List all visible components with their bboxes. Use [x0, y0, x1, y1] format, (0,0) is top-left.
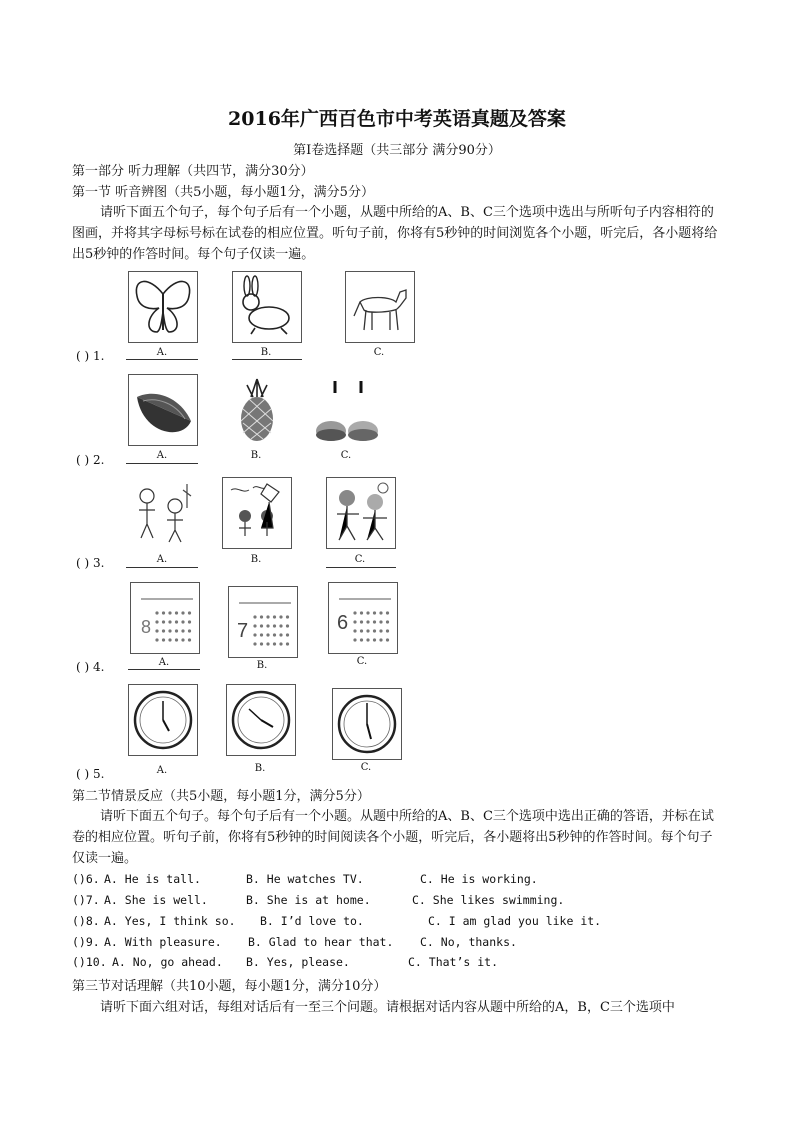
calendar-day-dot [373, 638, 376, 641]
option-c: C. He is working. [420, 872, 538, 886]
calendar-day-dot [386, 611, 389, 614]
calendar-day-dot [360, 629, 363, 632]
calendar-day-dot [273, 624, 276, 627]
children-kite-icon [222, 477, 292, 549]
calendar-day-dot [379, 638, 382, 641]
calendar-day-dot [373, 611, 376, 614]
option-label: C. [354, 554, 366, 565]
clock-icon [332, 688, 402, 760]
calendar-day-dot [386, 629, 389, 632]
question-number: ()7. [72, 893, 100, 907]
answer-line [126, 359, 198, 360]
option-label: C. [373, 347, 385, 358]
calendar-day-dot [260, 642, 263, 645]
calendar-day-dot [379, 629, 382, 632]
watermelon-icon [128, 374, 198, 446]
calendar-day-dot [155, 638, 158, 641]
question-number: ( ) 2. [76, 453, 105, 467]
option-label: A. [156, 347, 168, 358]
calendar-day-dot [168, 638, 171, 641]
part-heading: 第一部分 听力理解（共四节，满分30分） [72, 164, 314, 179]
answer-line [326, 567, 396, 568]
children-playing-icon [326, 477, 396, 549]
calendar-day-dot [360, 620, 363, 623]
butterfly-icon [128, 271, 198, 343]
calendar-day-dot [273, 633, 276, 636]
calendar-day-dot [260, 633, 263, 636]
calendar-day-dot [260, 615, 263, 618]
calendar-day-dot [181, 629, 184, 632]
section1-instruction: 请听下面五个句子，每个句子后有一个小题，从题中所给的A、B、C三个选项中选出与所听句子内容相符的图画，并将其字母标号标在试卷的相应位置。听句子前，你将有5秒钟的时间浏览各个小题，听完后，各小题将给出5秒钟的作答时间。每个句子仅读一遍。 [72, 205, 718, 262]
calendar-day-dot [168, 611, 171, 614]
calendar-day-dot [155, 611, 158, 614]
option-a: A. Yes, I think so. [104, 914, 236, 928]
section3-heading: 第三节对话理解（共10小题，每小题1分，满分10分） [72, 979, 387, 994]
calendar-day-dot [162, 638, 165, 641]
calendar-day-dot [353, 611, 356, 614]
question-number: ()10. [72, 955, 107, 969]
calendar-day-dot [168, 629, 171, 632]
calendar-day-dot [162, 611, 165, 614]
section2-heading: 第二节情景反应（共5小题，每小题1分，满分5分） [72, 789, 370, 804]
calendar-day-dot [286, 615, 289, 618]
option-label: B. [260, 347, 272, 358]
calendar-day-dot [366, 629, 369, 632]
rabbit-icon [232, 271, 302, 343]
calendar-day-dot [386, 620, 389, 623]
answer-line [232, 359, 302, 360]
option-label: A. [156, 554, 168, 565]
calendar-day-dot [188, 611, 191, 614]
option-c: C. That’s it. [408, 955, 499, 969]
option-b: B. I’d love to. [260, 914, 364, 928]
calendar-day-dot [366, 611, 369, 614]
calendar-day-dot [162, 620, 165, 623]
calendar-day-dot [253, 624, 256, 627]
calendar-day-dot [175, 611, 178, 614]
calendar-day-dot [188, 620, 191, 623]
calendar-day-dot [175, 620, 178, 623]
option-label: A. [156, 450, 168, 461]
section1-heading: 第一节 听音辨图（共5小题，每小题1分，满分5分） [72, 185, 374, 200]
calendar-day-dot [366, 620, 369, 623]
calendar-day-dot [266, 615, 269, 618]
option-label: C. [356, 656, 368, 667]
calendar-day-dot [188, 638, 191, 641]
option-label: C. [360, 762, 372, 773]
calendar-day-dot [366, 638, 369, 641]
calendar-day-dot [373, 620, 376, 623]
calendar-day-dot [253, 642, 256, 645]
calendar-day-dot [260, 624, 263, 627]
calendar-day-dot [279, 615, 282, 618]
children-planting-icon [128, 477, 198, 549]
calendar-date-number: 8 [141, 617, 152, 637]
clock-icon [226, 684, 296, 756]
option-c: C. No, thanks. [420, 935, 517, 949]
calendar-day-dot [181, 620, 184, 623]
calendar-7-icon [228, 586, 298, 658]
calendar-day-dot [253, 633, 256, 636]
calendar-day-dot [181, 611, 184, 614]
option-label: B. [250, 554, 262, 565]
page-title: 2016年广西百色市中考英语真题及答案 [228, 108, 566, 130]
calendar-day-dot [175, 629, 178, 632]
calendar-day-dot [386, 638, 389, 641]
calendar-day-dot [379, 620, 382, 623]
answer-line [128, 669, 200, 670]
calendar-day-dot [360, 611, 363, 614]
question-number: ()8. [72, 914, 100, 928]
calendar-day-dot [360, 638, 363, 641]
option-label: A. [156, 765, 168, 776]
question-number: ( ) 4. [76, 660, 105, 674]
calendar-day-dot [286, 633, 289, 636]
question-number: ( ) 1. [76, 349, 105, 363]
peaches-icon [312, 374, 382, 446]
calendar-day-dot [175, 638, 178, 641]
calendar-6-icon [328, 582, 398, 654]
calendar-date-number: 7 [237, 620, 249, 642]
question-number: ( ) 5. [76, 767, 105, 781]
calendar-day-dot [266, 633, 269, 636]
option-b: B. Yes, please. [246, 955, 350, 969]
calendar-day-dot [353, 629, 356, 632]
option-label: B. [254, 763, 266, 774]
calendar-day-dot [155, 620, 158, 623]
calendar-day-dot [286, 624, 289, 627]
calendar-day-dot [353, 620, 356, 623]
section2-instruction: 请听下面五个句子。每个句子后有一个小题。从题中所给的A、B、C三个选项中选出正确的答语，并标在试卷的相应位置。听句子前，你将有5秒钟的时间阅读各个小题，听完后，各小题将出5秒钟的作答时间。每个句子仅读一遍。 [72, 809, 714, 866]
calendar-day-dot [373, 629, 376, 632]
option-c: C. I am glad you like it. [428, 914, 602, 928]
option-b: B. Glad to hear that. [248, 935, 394, 949]
calendar-day-dot [181, 638, 184, 641]
question-number: ()6. [72, 872, 100, 886]
calendar-day-dot [168, 620, 171, 623]
paper-subtitle: 第Ⅰ卷选择题（共三部分 满分90分） [293, 143, 501, 158]
option-label: C. [340, 450, 352, 461]
calendar-day-dot [279, 633, 282, 636]
question-number: ( ) 3. [76, 556, 105, 570]
option-c: C. She likes swimming. [412, 893, 565, 907]
option-a: A. No, go ahead. [112, 955, 223, 969]
calendar-day-dot [266, 642, 269, 645]
pineapple-icon [222, 374, 292, 446]
option-b: B. She is at home. [246, 893, 371, 907]
answer-line [126, 463, 198, 464]
calendar-day-dot [155, 629, 158, 632]
calendar-day-dot [353, 638, 356, 641]
calendar-day-dot [188, 629, 191, 632]
question-number: ()9. [72, 935, 100, 949]
horse-icon [345, 271, 415, 343]
calendar-day-dot [253, 615, 256, 618]
calendar-day-dot [286, 642, 289, 645]
option-a: A. With pleasure. [104, 935, 222, 949]
option-label: A. [158, 657, 170, 668]
calendar-8-icon [130, 582, 200, 654]
option-label: B. [250, 450, 262, 461]
answer-line [126, 567, 198, 568]
option-a: A. He is tall. [104, 872, 201, 886]
calendar-day-dot [266, 624, 269, 627]
calendar-day-dot [273, 615, 276, 618]
calendar-day-dot [379, 611, 382, 614]
calendar-day-dot [162, 629, 165, 632]
option-label: B. [256, 660, 268, 671]
option-a: A. She is well. [104, 893, 208, 907]
calendar-date-number: 6 [337, 612, 349, 634]
clock-icon [128, 684, 198, 756]
section3-instruction: 请听下面六组对话，每组对话后有一至三个问题。请根据对话内容从题中所给的A，B，C三个选项中 [100, 1000, 675, 1015]
calendar-day-dot [279, 624, 282, 627]
calendar-day-dot [279, 642, 282, 645]
option-b: B. He watches TV. [246, 872, 364, 886]
calendar-day-dot [273, 642, 276, 645]
